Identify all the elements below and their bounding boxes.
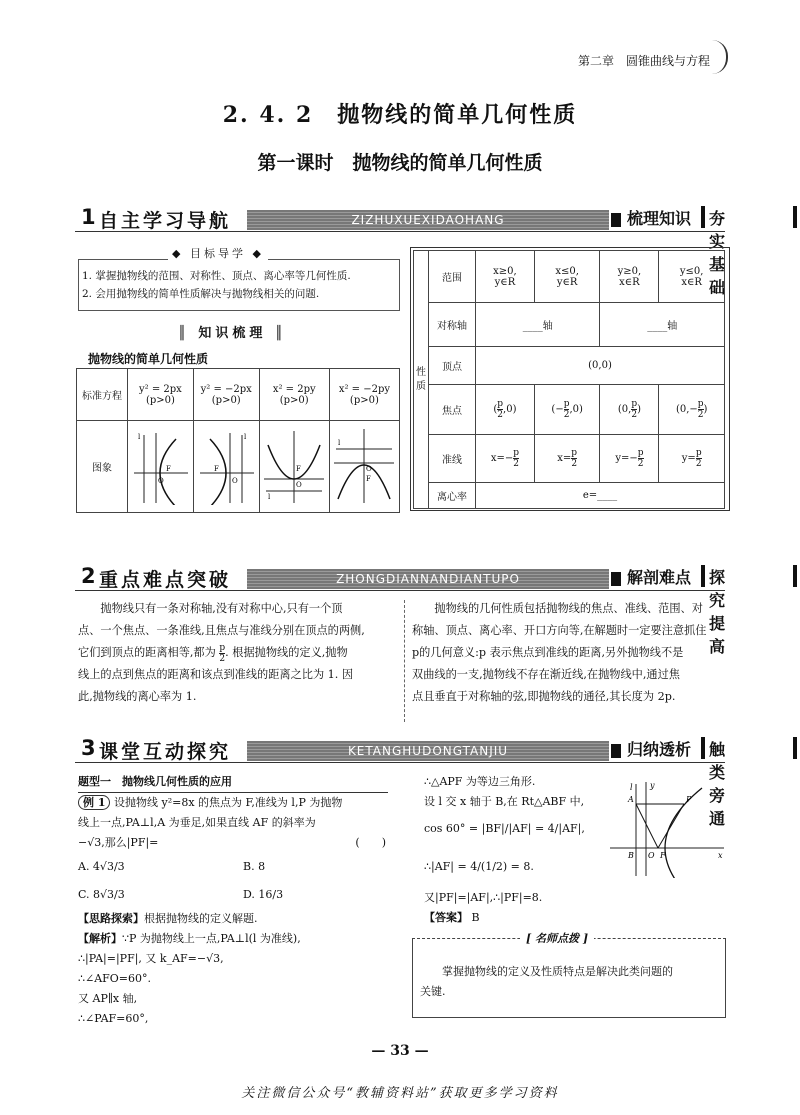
directrix-pre: x=−	[490, 453, 514, 464]
equation: y² = −2px	[200, 383, 252, 395]
solution-line: ∵P 为抛物线上一点,PA⊥l(l 为准线),	[122, 932, 301, 945]
row-label: 离心率	[429, 483, 476, 509]
bar-title: 重点难点突破	[99, 569, 232, 591]
solution-line: cos 60° = |BF|/|AF| = 4/|AF|,	[424, 822, 585, 835]
teacher-text	[420, 962, 720, 1002]
directrix-pre: y=−	[615, 453, 638, 464]
parabola-up-graph	[262, 425, 326, 505]
think-text: 根据抛物线的定义解题.	[144, 912, 258, 925]
frac-num: p	[571, 448, 578, 458]
para-line: 称轴、顶点、离心率、开口方向等,在解题时一定要注意抓住	[412, 624, 707, 637]
frac-den: 2	[571, 459, 578, 469]
svg-text:O: O	[366, 465, 373, 473]
bar-number: 2	[81, 564, 96, 588]
bar-tag-2: 探究提高	[709, 568, 726, 656]
svg-text:B: B	[628, 851, 634, 860]
range-cell	[476, 251, 535, 303]
svg-text:F: F	[166, 465, 172, 473]
frac-num: p	[497, 399, 504, 409]
frac-num: p	[219, 642, 226, 653]
equation: y² = 2px	[139, 383, 182, 395]
frac-num: p	[695, 448, 702, 458]
row-label: 顶点	[429, 347, 476, 385]
svg-text:F: F	[214, 465, 220, 473]
bar-pinyin: ZIZHUXUEXIDAOHANG	[247, 210, 609, 230]
range-b: x∈R	[619, 276, 640, 288]
range-cell	[659, 251, 725, 303]
range-b: y∈R	[556, 276, 578, 288]
answer-value: B	[471, 911, 480, 924]
bar-pinyin: KETANGHUDONGTANJIU	[247, 741, 609, 761]
bar-square	[611, 213, 621, 227]
para-line: p的几何意义:p 表示焦点到准线的距离,另外抛物线不是	[412, 646, 684, 659]
frac-den: 2	[697, 410, 704, 420]
svg-text:l: l	[630, 783, 633, 792]
section2-left	[78, 598, 396, 708]
answer-paren: ( )	[355, 836, 386, 849]
footer-note: 关注微信公众号“教辅资料站”获取更多学习资料	[241, 1086, 559, 1101]
para-line: . 根据抛物线的定义,抛物	[225, 646, 348, 659]
axis-cell: ____轴	[600, 303, 725, 347]
bar-pinyin: ZHONGDIANNANDIANTUPO	[247, 569, 609, 589]
example-tag: 例 1	[78, 795, 110, 810]
equation: x² = −2py	[338, 383, 390, 395]
range-a: y≥0,	[617, 265, 642, 277]
frac-den: 2	[219, 653, 226, 664]
row-label: 范围	[429, 251, 476, 303]
focus-post: )	[703, 404, 708, 415]
page-number: — 33 —	[371, 1043, 429, 1059]
parabola-left-graph	[196, 425, 256, 505]
svg-text:l: l	[244, 433, 247, 441]
frac-den: 2	[631, 410, 638, 420]
solution-line: ∴|AF| = 4/(1/2) = 8.	[424, 860, 534, 873]
goal-item: 2. 会用抛物线的简单性质解决与抛物线相关的问题.	[82, 288, 320, 300]
svg-text:F: F	[366, 475, 372, 483]
column-divider	[404, 600, 405, 722]
svg-text:O: O	[648, 851, 655, 860]
bar-tag-2: 触类旁通	[709, 740, 726, 828]
svg-text:l: l	[268, 493, 271, 501]
svg-text:x: x	[718, 851, 723, 860]
para-line: 抛物线的几何性质包括抛物线的焦点、准线、范围、对	[434, 602, 703, 615]
graph-cell	[329, 421, 399, 513]
focus-pre: (0,−	[675, 404, 698, 415]
frac-den: 2	[563, 410, 570, 420]
para-line: 点、一个焦点、一条准线,且焦点与准线分别在顶点的两侧,	[78, 624, 365, 637]
solution-tag: 【解析】	[78, 932, 122, 945]
header-curve	[712, 40, 728, 74]
page-subtitle: 第一课时 抛物线的简单几何性质	[257, 152, 543, 174]
range-a: y≤0,	[679, 265, 704, 277]
teacher-header: [ 名师点拨 ]	[520, 930, 594, 946]
svg-text:O: O	[232, 477, 238, 485]
range-cell	[600, 251, 659, 303]
focus-cell	[600, 385, 659, 435]
para-line: 点且垂直于对称轴的弦,即抛物线的通径,其长度为 2p.	[412, 690, 676, 703]
focus-post: ,0)	[569, 404, 583, 415]
para-line: 抛物线只有一条对称轴,没有对称中心,只有一个顶	[100, 602, 343, 615]
directrix-pre: x=	[557, 453, 572, 464]
bar-divider	[701, 206, 705, 228]
bar-rule	[75, 762, 725, 763]
condition: (p>0)	[349, 394, 379, 406]
directrix-cell	[476, 435, 535, 483]
goals-header-text: 目标导学	[189, 247, 246, 260]
directrix-cell	[534, 435, 600, 483]
directrix-cell	[600, 435, 659, 483]
teacher-line: 掌握抛物线的定义及性质特点是解决此类问题的	[442, 965, 673, 978]
focus-pre: (	[493, 404, 498, 415]
condition: (p>0)	[145, 394, 175, 406]
parabola-right-graph	[130, 425, 190, 505]
bar-number: 1	[81, 205, 96, 229]
goal-item: 1. 掌握抛物线的范围、对称性、顶点、离心率等几何性质.	[82, 270, 351, 282]
think-tag: 【思路探索】	[78, 912, 144, 925]
group-label: 性质	[414, 251, 429, 509]
row-label: 准线	[429, 435, 476, 483]
teacher-header-text: 名师点拨	[535, 932, 580, 945]
focus-cell	[476, 385, 535, 435]
svg-text:P: P	[686, 795, 692, 804]
frac-num: p	[697, 399, 704, 409]
bar-title: 课堂互动探究	[99, 741, 232, 763]
bar-tag-1: 归纳透析	[627, 740, 692, 759]
svg-text:A: A	[628, 795, 634, 804]
axis-cell: ____轴	[476, 303, 600, 347]
range-b: y∈R	[494, 276, 516, 288]
zhishi-heading: ║ 知识梳理 ║	[178, 326, 287, 341]
frac-den: 2	[513, 459, 519, 469]
parabola-diagram	[606, 778, 728, 878]
equation-cell	[329, 369, 399, 421]
solution-line: 设 l 交 x 轴于 B,在 Rt△ABF 中,	[424, 795, 585, 808]
range-a: x≥0,	[493, 265, 517, 277]
bar-number: 3	[81, 736, 96, 760]
chapter-header: 第二章 圆锥曲线与方程	[577, 54, 710, 68]
row-label: 对称轴	[429, 303, 476, 347]
range-a: x≤0,	[555, 265, 579, 277]
parabola-down-graph	[332, 425, 396, 505]
bar-end	[793, 565, 797, 587]
graph-cell	[128, 421, 194, 513]
condition: (p>0)	[279, 394, 309, 406]
solution-line: 又 AP∥x 轴,	[78, 992, 138, 1005]
question-line: −√3,那么|PF|=	[78, 836, 159, 849]
section2-right	[412, 598, 730, 708]
bar-tag-2: 夯实基础	[709, 209, 726, 297]
frac-den: 2	[695, 459, 702, 469]
equation-cell	[128, 369, 194, 421]
left-property-table	[76, 368, 400, 513]
solution-line: ∴△APF 为等边三角形.	[424, 775, 536, 788]
para-line: 它们到顶点的距离相等,都为	[78, 646, 220, 659]
focus-post: )	[637, 404, 641, 415]
frac-num: p	[513, 448, 520, 458]
ecc-cell: e=____	[476, 483, 725, 509]
bar-divider	[701, 737, 705, 759]
svg-text:y: y	[650, 781, 655, 790]
row-label: 标准方程	[77, 369, 128, 421]
teacher-line: 关键.	[420, 985, 446, 998]
focus-pre: (−	[551, 404, 564, 415]
zhishi-text: 知识梳理	[198, 326, 267, 341]
graph-cell	[193, 421, 259, 513]
bar-rule	[75, 590, 725, 591]
question-line: 线上一点,PA⊥l,A 为垂足,如果直线 AF 的斜率为	[78, 816, 316, 829]
equation-cell	[193, 369, 259, 421]
directrix-pre: y=	[681, 453, 696, 464]
svg-text:F: F	[660, 851, 666, 860]
bar-divider	[701, 565, 705, 587]
svg-text:F: F	[296, 465, 302, 473]
question-line: 设抛物线 y²=8x 的焦点为 F,准线为 l,P 为抛物	[113, 796, 343, 809]
frac-num: p	[637, 448, 644, 458]
solution-line: ∴∠AFO=60°.	[78, 972, 152, 985]
goals-box	[78, 259, 400, 311]
page-title: 2. 4. 2 抛物线的简单几何性质	[222, 102, 578, 128]
solution-line: ∴|PA|=|PF|, 又 k_AF=−√3,	[78, 952, 224, 965]
bar-rule	[75, 231, 725, 232]
bar-square	[611, 572, 621, 586]
vertex-cell: (0,0)	[476, 347, 725, 385]
section3-right	[424, 772, 604, 928]
bar-tag-1: 梳理知识	[627, 209, 692, 228]
svg-text:l: l	[338, 439, 341, 447]
solution-line: ∴∠PAF=60°,	[78, 1012, 149, 1025]
focus-pre: (0,	[617, 404, 632, 415]
goals-header: ◆ 目标导学 ◆	[168, 245, 268, 261]
svg-text:l: l	[138, 433, 141, 441]
range-cell	[534, 251, 600, 303]
bar-end	[793, 206, 797, 228]
equation: x² = 2py	[272, 383, 316, 395]
focus-post: ,0)	[503, 404, 517, 415]
row-label: 焦点	[429, 385, 476, 435]
right-property-table	[413, 250, 725, 509]
option-a: A. 4√3/3	[78, 860, 125, 873]
focus-cell	[659, 385, 725, 435]
frac-num: p	[563, 399, 570, 409]
solution-line: 又|PF|=|AF|,∴|PF|=8.	[424, 891, 543, 904]
graph-cell	[259, 421, 329, 513]
focus-cell	[534, 385, 600, 435]
svg-text:O: O	[296, 481, 302, 489]
answer-tag: 【答案】	[424, 911, 468, 924]
para-line: 线上的点到焦点的距离和该点到准线的距离之比为 1. 因	[78, 668, 354, 681]
svg-text:O: O	[158, 477, 165, 485]
directrix-cell	[659, 435, 725, 483]
type-title: 题型一 抛物线几何性质的应用	[78, 772, 388, 793]
bar-end	[793, 737, 797, 759]
range-b: x∈R	[681, 276, 702, 288]
bar-title: 自主学习导航	[99, 210, 232, 232]
bar-square	[611, 744, 621, 758]
condition: (p>0)	[211, 394, 241, 406]
table-title: 抛物线的简单几何性质	[88, 352, 209, 366]
option-c: C. 8√3/3	[78, 888, 125, 901]
para-line: 此,抛物线的离心率为 1.	[78, 690, 197, 703]
frac-den: 2	[637, 459, 644, 469]
bar-tag-1: 解剖难点	[627, 568, 692, 587]
option-b: B. 8	[243, 860, 266, 873]
equation-cell	[259, 369, 329, 421]
frac-den: 2	[497, 410, 504, 420]
frac-num: p	[631, 399, 638, 409]
row-label: 图象	[77, 421, 128, 513]
section3-left	[78, 772, 398, 1029]
para-line: 双曲线的一支,抛物线不存在渐近线,在抛物线中,通过焦	[412, 668, 680, 681]
option-d: D. 16/3	[243, 888, 284, 901]
